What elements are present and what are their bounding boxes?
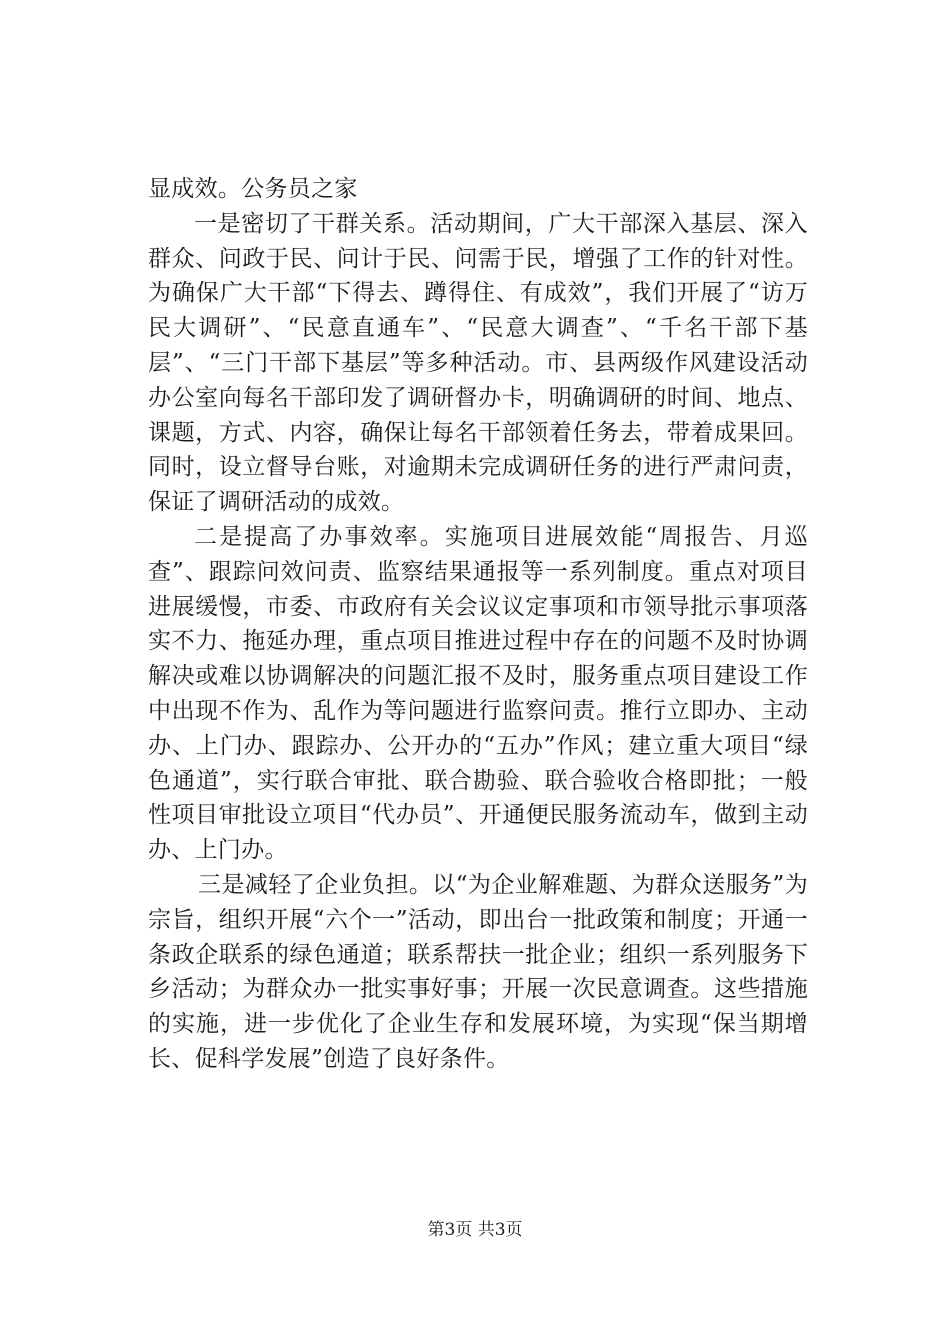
paragraph-continuation: 显成效。公务员之家 bbox=[148, 176, 358, 202]
paragraph-efficiency: 二是提高了办事效率。实施项目进展效能“周报告、月巡查”、跟踪问效问责、监察结果通报等一系列制度。重点对项目进展缓慢，市委、市政府有关会议议定事项和市领导批示事项落实不力、拖延办理，重点项目推进过程中存在的问题不及时协调解决或难以协调解决的问题汇报不及时，服务重点项目建设工作中出现不作为、乱作为等问题进行监察问责。推行立即办、主动办、上门办、跟踪办、公开办的“五办”作风；建立重大项目“绿色通道”，实行联合审批、联合勘验、联合验收合格即批；一般性项目审批设立项目“代办员”、开通便民服务流动车，做到主动办、上门办。 bbox=[148, 523, 808, 864]
paragraph-enterprise-burden: 三是减轻了企业负担。以“为企业解难题、为群众送服务”为宗旨，组织开展“六个一”活动，即出台一批政策和制度；开通一条政企联系的绿色通道；联系帮扶一批企业；组织一系列服务下乡活动；为群众办一批实事好事；开展一次民意调查。这些措施的实施，进一步优化了企业生存和发展环境，为实现“保当期增长、促科学发展”创造了良好条件。 bbox=[148, 871, 808, 1072]
page-footer: 第3页 共3页 bbox=[427, 1220, 523, 1240]
paragraph-cadre-relations: 一是密切了干群关系。活动期间，广大干部深入基层、深入群众、问政于民、问计于民、问需于民，增强了工作的针对性。为确保广大干部“下得去、蹲得住、有成效”，我们开展了“访万民大调研”、“民意直通车”、“民意大调查”、“千名干部下基层”、“三门干部下基层”等多种活动。市、县两级作风建设活动办公室向每名干部印发了调研督办卡，明确调研的时间、地点、课题，方式、内容，确保让每名干部领着任务去，带着成果回。同时，设立督导台账，对逾期未完成调研任务的进行严肃问责，保证了调研活动的成效。 bbox=[148, 210, 808, 516]
document-body bbox=[148, 172, 808, 1077]
